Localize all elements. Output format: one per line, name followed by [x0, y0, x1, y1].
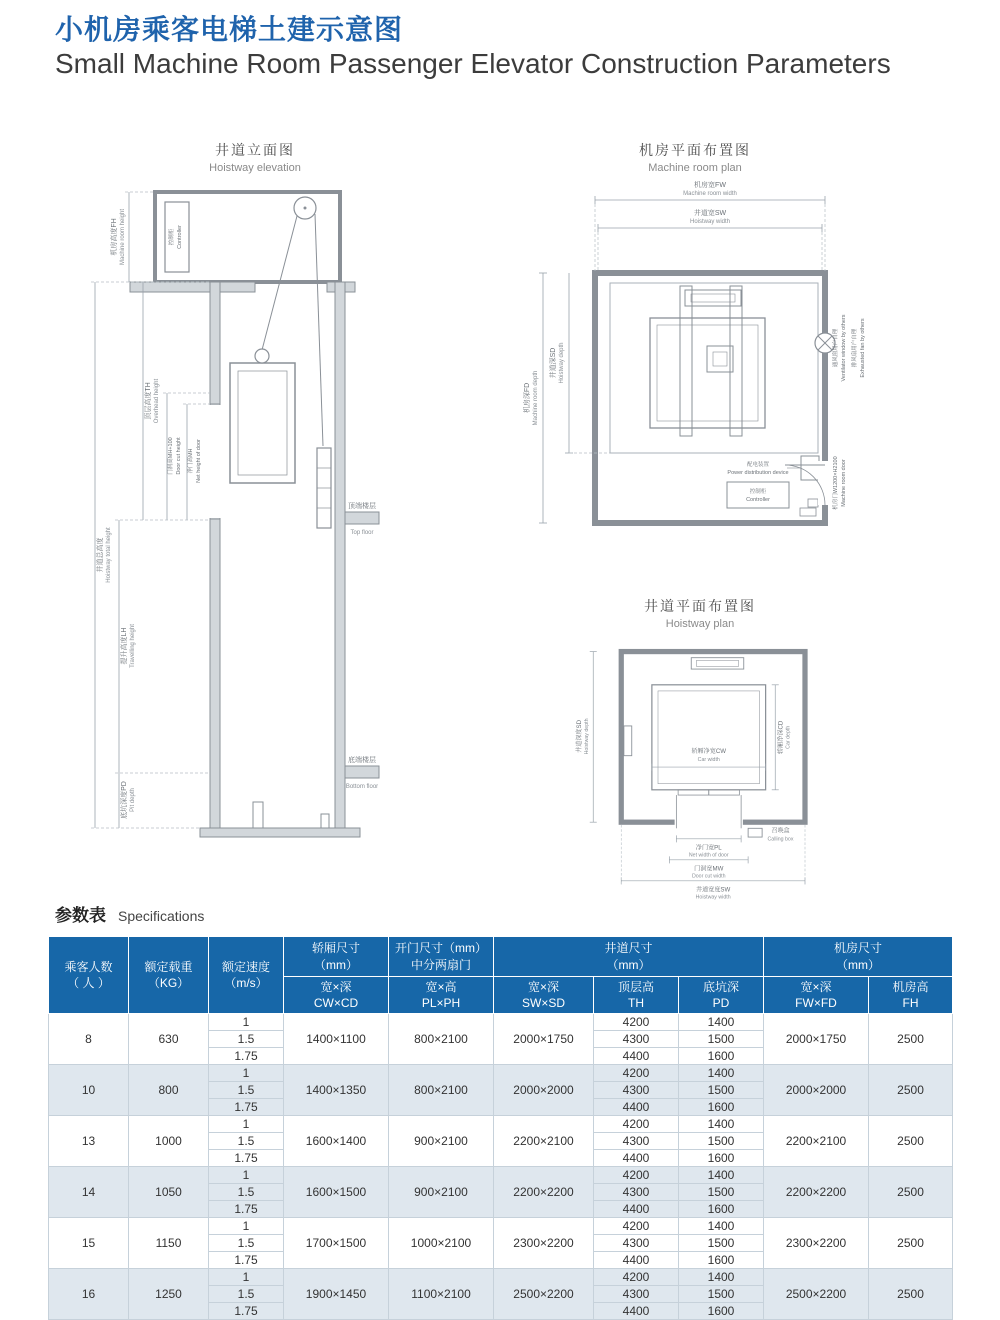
cell-pit-depth: 1400	[679, 1014, 764, 1031]
header-car-sub	[284, 977, 389, 1014]
header-line: （mm）	[314, 957, 358, 972]
cell-speed: 1.75	[209, 1252, 284, 1269]
page-title-en: Small Machine Room Passenger Elevator Construction Parameters	[55, 48, 891, 79]
cell-pit-depth: 1500	[679, 1082, 764, 1099]
elevation-title-zh: 井道立面图	[215, 142, 295, 158]
cell-top-height: 4400	[594, 1252, 679, 1269]
label-hoistway-depth-zh: 井道深SD	[550, 347, 557, 379]
label-hoistway-depth-en: Hoistway depth	[584, 718, 590, 755]
cell-door-size: 800×2100	[389, 1065, 494, 1116]
label-car-depth-zh: 轿厢净深CD	[777, 720, 785, 754]
cell-pit-depth: 1600	[679, 1099, 764, 1116]
spec-table-head	[49, 937, 953, 1014]
cell-top-height: 4300	[594, 1235, 679, 1252]
cell-pit-depth: 1600	[679, 1252, 764, 1269]
cell-pit-depth: 1600	[679, 1048, 764, 1065]
cell-load: 1150	[129, 1218, 209, 1269]
hoistway-plan-block	[560, 596, 840, 906]
cell-room-height: 2500	[869, 1014, 953, 1065]
cell-speed: 1.5	[209, 1133, 284, 1150]
cell-pit-depth: 1600	[679, 1303, 764, 1320]
label-ventilator-window-en: Ventilator window by others	[841, 314, 847, 382]
header-line: 中分两扇门	[410, 957, 471, 972]
header-line: 底坑深	[703, 980, 740, 994]
label-hoistway-width-en: Hoistway width	[695, 894, 731, 901]
header-line: （KG）	[147, 976, 190, 991]
label-machine-room-depth-zh: 机房深FD	[524, 382, 531, 414]
cell-pit-depth: 1500	[679, 1235, 764, 1252]
spec-table-body	[49, 1014, 953, 1320]
cell-speed: 1.5	[209, 1082, 284, 1099]
hoistway-plan-title-en: Hoistway plan	[665, 618, 735, 630]
elevation-title-en: Hoistway elevation	[209, 162, 301, 174]
cell-speed: 1.5	[209, 1184, 284, 1201]
cell-car-size: 1400×1100	[284, 1014, 389, 1065]
header-line: FW×FD	[795, 996, 837, 1011]
cell-room-size: 2000×1750	[764, 1014, 869, 1065]
machine-room-plan-title-en: Machine room plan	[648, 162, 742, 174]
cell-door-size: 1100×2100	[389, 1269, 494, 1320]
label-net-door-height-zh: 净门高MH	[188, 448, 194, 474]
machine-room-plan-diagram	[515, 178, 875, 578]
label-hoistway-depth-en: Hoistway depth	[559, 342, 565, 384]
cell-pit-depth: 1600	[679, 1150, 764, 1167]
label-calling-box-en: Calling box	[767, 836, 794, 843]
header-line: 宽×高	[425, 980, 457, 994]
label-calling-box-zh: 召唤盒	[771, 827, 790, 835]
label-bottom-floor-en: Bottom floor	[345, 784, 379, 790]
cell-speed: 1.75	[209, 1201, 284, 1218]
header-speed	[209, 937, 284, 1014]
label-top-floor-en: Top floor	[350, 530, 374, 536]
cell-speed: 1	[209, 1065, 284, 1082]
header-line: CW×CD	[313, 996, 359, 1011]
header-load	[129, 937, 209, 1014]
cell-load: 1050	[129, 1167, 209, 1218]
cell-top-height: 4300	[594, 1133, 679, 1150]
header-line: 额定速度	[221, 960, 270, 974]
label-hoistway-total-height-en: Hoistway total height	[106, 527, 112, 583]
header-line: 机房尺寸	[834, 941, 883, 956]
cell-top-height: 4400	[594, 1099, 679, 1116]
cell-passengers: 13	[49, 1116, 129, 1167]
hoistway-elevation-block	[85, 140, 425, 883]
cell-pit-depth: 1500	[679, 1031, 764, 1048]
label-hoistway-width-en: Hoistway width	[689, 219, 731, 225]
cell-passengers: 14	[49, 1167, 129, 1218]
header-car-group	[284, 937, 389, 977]
label-hoistway-width-zh: 井道宽SW	[693, 210, 727, 217]
cell-pit-depth: 1500	[679, 1133, 764, 1150]
cell-load: 630	[129, 1014, 209, 1065]
label-hoistway-depth-zh: 井道深度SD	[576, 719, 583, 753]
label-overhead-height-en: Overhead height	[154, 378, 160, 424]
label-pit-depth-en: Pit depth	[130, 788, 136, 812]
header-line: 额定载重	[144, 960, 193, 974]
label-power-device-en: Power distribution device	[727, 470, 789, 476]
cell-car-size: 1400×1350	[284, 1065, 389, 1116]
cell-speed: 1.5	[209, 1286, 284, 1303]
cell-top-height: 4400	[594, 1048, 679, 1065]
cell-room-size: 2200×2100	[764, 1116, 869, 1167]
label-hoistway-total-height-zh: 井道总高度	[97, 537, 104, 573]
label-door-cut-width-zh: 门洞宽MW	[694, 865, 724, 873]
cell-room-height: 2500	[869, 1065, 953, 1116]
spec-table	[48, 936, 953, 1320]
label-ventilator-window-zh: 通风窗用户自理	[833, 328, 839, 368]
cell-car-size: 1600×1500	[284, 1167, 389, 1218]
label-car-depth-en: Car depth	[785, 725, 792, 749]
label-travelling-height-zh: 提升高度LH	[121, 627, 128, 665]
cell-speed: 1	[209, 1014, 284, 1031]
spec-row	[49, 1218, 953, 1235]
hoistway-plan-diagram	[560, 634, 840, 901]
header-room-group	[764, 937, 953, 977]
cell-top-height: 4200	[594, 1014, 679, 1031]
label-hoistway-width-zh: 井道宽度SW	[695, 886, 731, 894]
header-line: （mm）	[836, 957, 881, 972]
label-power-device-zh: 配电装置	[746, 462, 770, 468]
cell-top-height: 4300	[594, 1031, 679, 1048]
header-line: 顶层高	[617, 980, 654, 994]
spec-row	[49, 1269, 953, 1286]
header-line: 开门尺寸（mm）	[395, 941, 487, 956]
cell-room-size: 2200×2200	[764, 1167, 869, 1218]
cell-top-height: 4200	[594, 1116, 679, 1133]
cell-door-size: 900×2100	[389, 1116, 494, 1167]
spec-section-header	[55, 901, 204, 926]
header-line: 宽×深	[527, 980, 559, 994]
cell-pit-depth: 1400	[679, 1269, 764, 1286]
header-line: 轿厢尺寸	[311, 941, 360, 956]
cell-top-height: 4200	[594, 1167, 679, 1184]
cell-room-size: 2500×2200	[764, 1269, 869, 1320]
spec-table-container	[48, 936, 952, 1320]
header-line: PL×PH	[421, 996, 461, 1011]
label-machine-room-width-zh: 机房宽FW	[694, 182, 726, 189]
cell-passengers: 10	[49, 1065, 129, 1116]
header-pd-sub	[679, 977, 764, 1014]
cell-car-size: 1600×1400	[284, 1116, 389, 1167]
cell-speed: 1.75	[209, 1303, 284, 1320]
machine-room-plan-title-zh: 机房平面布置图	[639, 142, 751, 158]
cell-speed: 1.5	[209, 1031, 284, 1048]
cell-pit-depth: 1500	[679, 1286, 764, 1303]
spec-row	[49, 1065, 953, 1082]
cell-top-height: 4200	[594, 1269, 679, 1286]
label-overhead-height-zh: 顶层高度TH	[145, 382, 152, 420]
header-line: 宽×深	[320, 980, 352, 994]
cell-top-height: 4300	[594, 1184, 679, 1201]
cell-room-height: 2500	[869, 1116, 953, 1167]
cell-top-height: 4400	[594, 1201, 679, 1218]
machine-room-structure	[595, 273, 835, 523]
label-controller-zh: 控制柜	[169, 228, 175, 246]
label-pit-depth-zh: 底坑深度PD	[121, 781, 128, 819]
cell-car-size: 1700×1500	[284, 1218, 389, 1269]
hoistway-plan-title-zh: 井道平面布置图	[644, 598, 756, 614]
cell-room-height: 2500	[869, 1167, 953, 1218]
spec-section-title-zh: 参数表	[55, 906, 106, 925]
header-hoistway-group	[494, 937, 764, 977]
cell-hoistway-size: 2200×2200	[494, 1167, 594, 1218]
cell-pit-depth: 1400	[679, 1167, 764, 1184]
header-door-sub	[389, 977, 494, 1014]
label-travelling-height-en: Travelling height	[130, 624, 136, 668]
cell-door-size: 800×2100	[389, 1014, 494, 1065]
label-machine-room-width-en: Machine room width	[683, 191, 737, 197]
cell-load: 1000	[129, 1116, 209, 1167]
cell-speed: 1.75	[209, 1150, 284, 1167]
spec-row	[49, 1116, 953, 1133]
label-net-door-width-en: Net width of door	[688, 852, 729, 859]
header-line: （m/s）	[224, 976, 268, 991]
cell-room-size: 2000×2000	[764, 1065, 869, 1116]
label-controller-box-en: Controller	[746, 497, 770, 503]
spec-row	[49, 1167, 953, 1184]
label-net-door-height-en: Net height of door	[196, 439, 202, 483]
machine-room-extension-lines	[569, 204, 825, 453]
header-line: TH	[628, 996, 644, 1011]
label-machine-room-height-zh: 机房高度FH	[111, 218, 118, 256]
cell-speed: 1.75	[209, 1099, 284, 1116]
spec-row	[49, 1014, 953, 1031]
header-th-sub	[594, 977, 679, 1014]
header-line: SW×SD	[521, 996, 565, 1011]
label-door-cut-height-en: Door cut height	[176, 437, 182, 475]
cell-door-size: 1000×2100	[389, 1218, 494, 1269]
label-machine-room-door-en: Machine room door	[841, 459, 847, 507]
label-door-cut-height-zh: 门洞高MH+100	[168, 437, 174, 475]
cell-speed: 1.5	[209, 1235, 284, 1252]
label-machine-room-height-en: Machine room height	[120, 208, 126, 266]
cell-hoistway-size: 2000×2000	[494, 1065, 594, 1116]
cell-speed: 1	[209, 1269, 284, 1286]
cell-hoistway-size: 2000×1750	[494, 1014, 594, 1065]
label-top-floor-zh: 顶端楼层	[348, 503, 376, 510]
cell-speed: 1	[209, 1218, 284, 1235]
cell-passengers: 15	[49, 1218, 129, 1269]
page-title-zh: 小机房乘客电梯土建示意图	[55, 14, 404, 45]
cell-speed: 1	[209, 1167, 284, 1184]
hoistway-elevation-diagram	[85, 178, 425, 878]
cell-hoistway-size: 2300×2200	[494, 1218, 594, 1269]
header-line: （mm）	[606, 957, 651, 972]
cell-top-height: 4400	[594, 1303, 679, 1320]
label-car-width-en: Car width	[697, 756, 720, 763]
header-line: 宽×深	[800, 980, 832, 994]
label-car-width-zh: 轿厢净宽CW	[691, 748, 727, 756]
cell-pit-depth: 1500	[679, 1184, 764, 1201]
header-line: 井道尺寸	[604, 941, 653, 956]
cell-load: 1250	[129, 1269, 209, 1320]
cell-speed: 1.75	[209, 1048, 284, 1065]
cell-pit-depth: 1600	[679, 1201, 764, 1218]
cell-passengers: 16	[49, 1269, 129, 1320]
machine-room-plan-block	[515, 140, 875, 583]
header-line: 乘客人数	[64, 960, 113, 974]
label-door-cut-width-en: Door cut width	[691, 873, 726, 880]
label-bottom-floor-zh: 底端楼层	[348, 757, 376, 764]
label-exhaust-fan-en: Exhausted fan by others	[860, 318, 866, 378]
cell-load: 800	[129, 1065, 209, 1116]
cell-top-height: 4200	[594, 1218, 679, 1235]
header-line: （ 人 ）	[67, 976, 110, 991]
header-passengers	[49, 937, 129, 1014]
header-line: 机房高	[892, 980, 929, 994]
header-fwfd-sub	[764, 977, 869, 1014]
cell-top-height: 4300	[594, 1082, 679, 1099]
label-controller-en: Controller	[177, 225, 183, 249]
label-controller-box-zh: 控制柜	[749, 489, 767, 495]
cell-speed: 1	[209, 1116, 284, 1133]
header-line: PD	[712, 996, 730, 1011]
label-machine-room-door-zh: 机房门W1200×H2100	[833, 456, 839, 510]
cell-car-size: 1900×1450	[284, 1269, 389, 1320]
header-fh-sub	[869, 977, 953, 1014]
label-exhaust-fan-zh: 排风扇用户自理	[852, 328, 858, 368]
spec-section-title-en: Specifications	[118, 908, 205, 924]
cell-top-height: 4400	[594, 1150, 679, 1167]
header-swsd-sub	[494, 977, 594, 1014]
cell-hoistway-size: 2200×2100	[494, 1116, 594, 1167]
cell-room-height: 2500	[869, 1218, 953, 1269]
cell-hoistway-size: 2500×2200	[494, 1269, 594, 1320]
cell-pit-depth: 1400	[679, 1116, 764, 1133]
label-net-door-width-zh: 净门宽PL	[695, 844, 722, 852]
header-line: FH	[902, 996, 919, 1011]
label-machine-room-depth-en: Machine room depth	[533, 370, 539, 426]
cell-pit-depth: 1400	[679, 1065, 764, 1082]
cell-top-height: 4300	[594, 1286, 679, 1303]
cell-pit-depth: 1400	[679, 1218, 764, 1235]
cell-top-height: 4200	[594, 1065, 679, 1082]
cell-door-size: 900×2100	[389, 1167, 494, 1218]
header-door-group	[389, 937, 494, 977]
cell-passengers: 8	[49, 1014, 129, 1065]
cell-room-size: 2300×2200	[764, 1218, 869, 1269]
cell-room-height: 2500	[869, 1269, 953, 1320]
